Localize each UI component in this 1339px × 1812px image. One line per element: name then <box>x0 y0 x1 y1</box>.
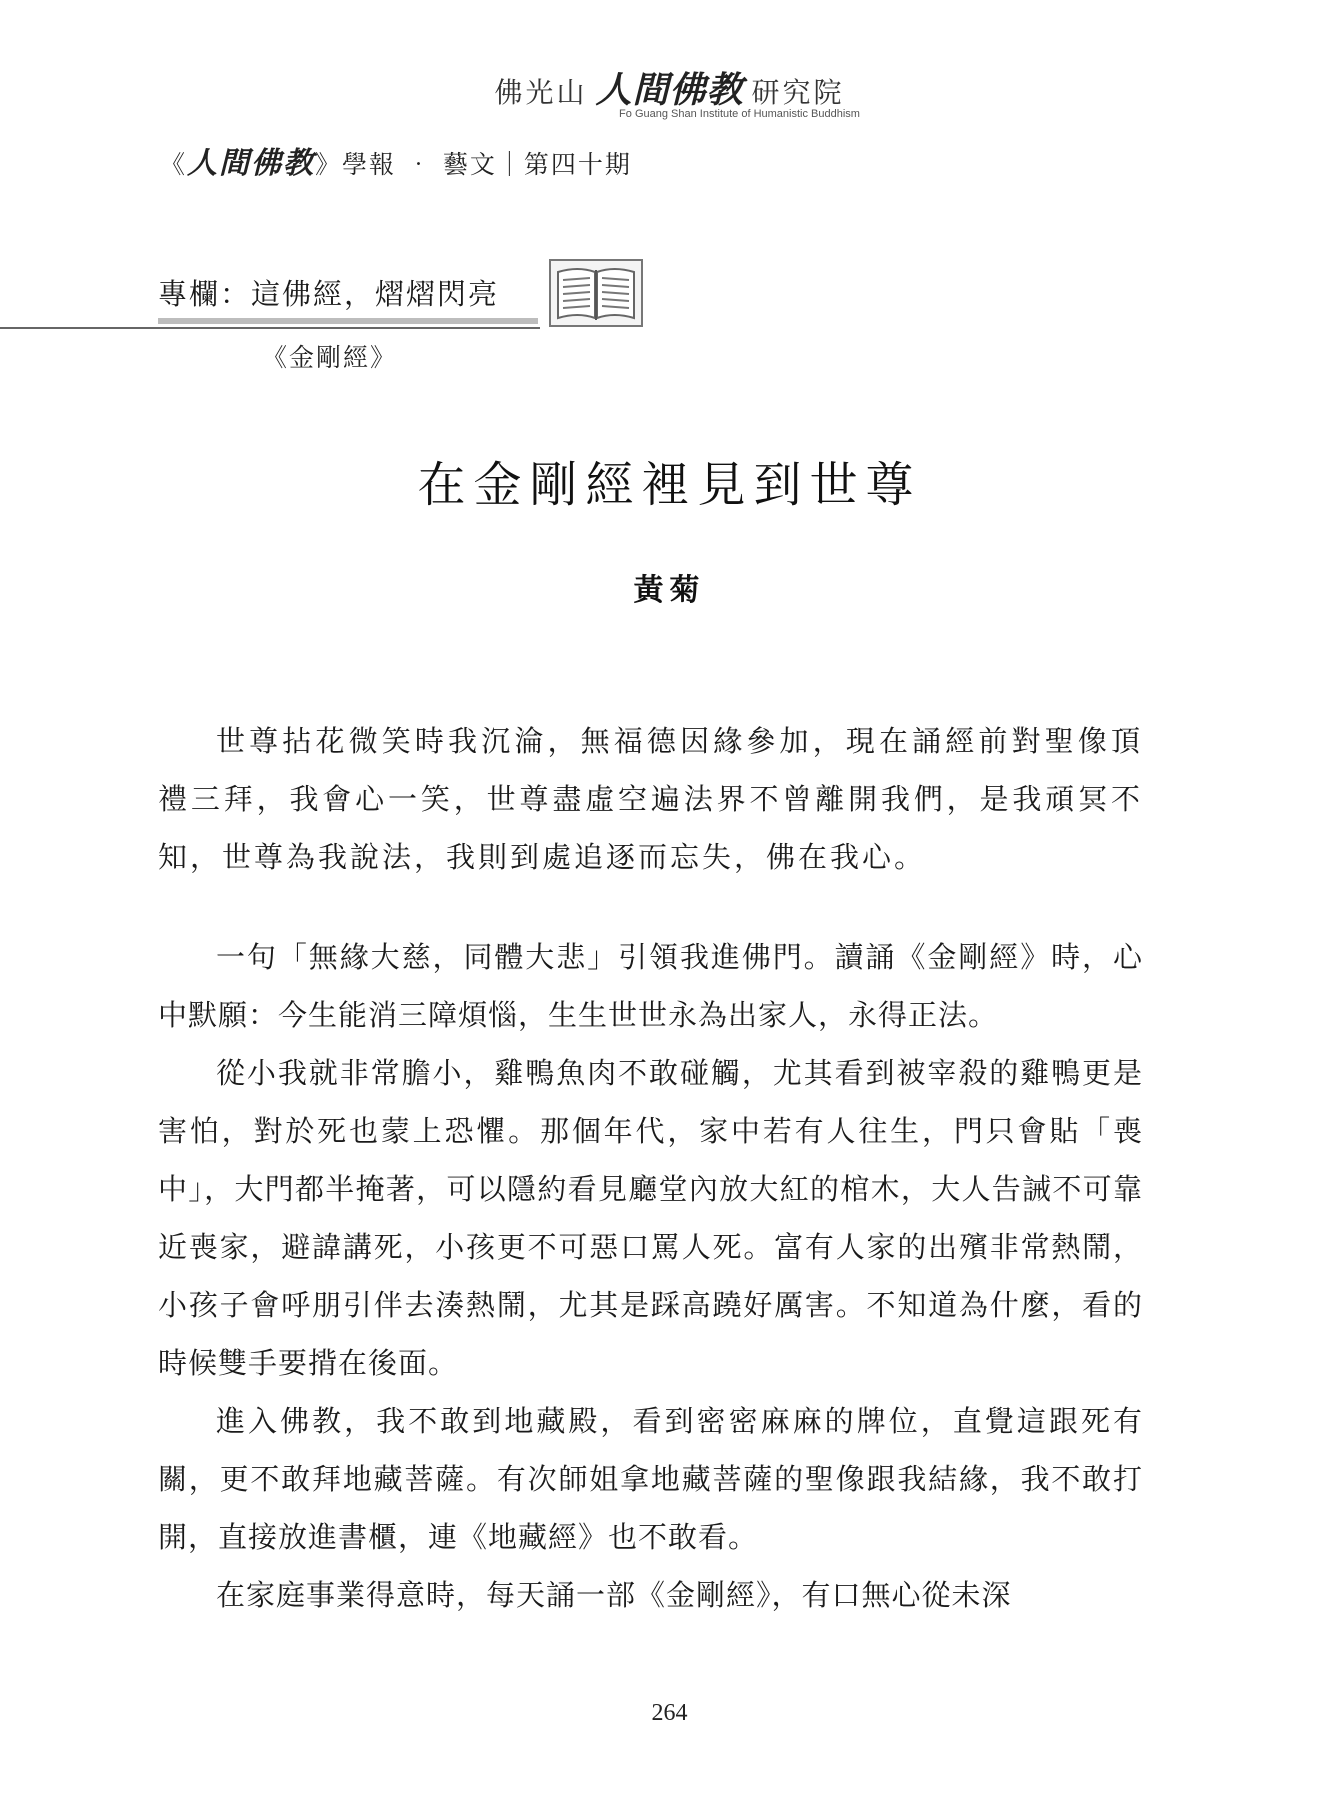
institute-prefix: 佛光山 <box>494 76 588 109</box>
article-title: 在金剛經裡見到世尊 <box>417 457 922 513</box>
journal-issue-info: 》學報 ‧ 藝文｜第四十期 <box>315 150 632 179</box>
institute-name <box>0 62 1339 113</box>
column-divider-rule <box>0 327 540 329</box>
paragraph-spacer <box>158 886 1143 928</box>
body-paragraph: 一句「無緣大慈，同體大悲」引領我進佛門。讀誦《金剛經》時，心中默願：今生能消三障煩惱，生生世世永為出家人，永得正法。 <box>158 940 1143 1032</box>
institute-brand-logo: 人間佛教 <box>595 70 744 111</box>
open-book-icon <box>548 258 644 328</box>
column-title-underline <box>158 318 538 324</box>
column-title: 專欄：這佛經，熠熠閃亮 <box>158 277 500 311</box>
journal-brand-logo: 人間佛教 <box>187 146 316 181</box>
sutra-label: 《金剛經》 <box>262 343 398 372</box>
body-paragraph: 在家庭事業得意時，每天誦一部《金剛經》，有口無心從未深 <box>216 1578 1012 1612</box>
page-number: 264 <box>651 1700 688 1726</box>
journal-open-bracket: 《 <box>160 150 188 179</box>
body-paragraph: 世尊拈花微笑時我沉淪，無福德因緣參加，現在誦經前對聖像頂禮三拜，我會心一笑，世尊盡虛空遍法界不曾離開我們，是我頑冥不知，世尊為我說法，我則到處追逐而忘失，佛在我心。 <box>158 724 1143 874</box>
author-name: 黃菊 <box>633 573 706 608</box>
institute-english-name: Fo Guang Shan Institute of Humanistic Buddhism <box>619 108 860 120</box>
body-paragraph: 從小我就非常膽小，雞鴨魚肉不敢碰觸，尤其看到被宰殺的雞鴨更是害怕，對於死也蒙上恐懼。那個年代，家中若有人往生，門只會貼「喪中」，大門都半掩著，可以隱約看見廳堂內放大紅的棺木，大人告誡不可靠近喪家，避諱講死，小孩更不可惡口罵人死。富有人家的出殯非常熱鬧，小孩子會呼朋引伴去湊熱鬧，尤其是踩高蹺好厲害。不知道為什麼，看的時候雙手要揹在後面。 <box>158 1056 1143 1380</box>
article-body <box>158 712 1143 1624</box>
body-paragraph: 進入佛教，我不敢到地藏殿，看到密密麻麻的牌位，直覺這跟死有關，更不敢拜地藏菩薩。有次師姐拿地藏菩薩的聖像跟我結緣，我不敢打開，直接放進書櫃，連《地藏經》也不敢看。 <box>158 1404 1143 1554</box>
journal-running-head <box>160 138 632 182</box>
institute-suffix: 研究院 <box>751 76 845 109</box>
